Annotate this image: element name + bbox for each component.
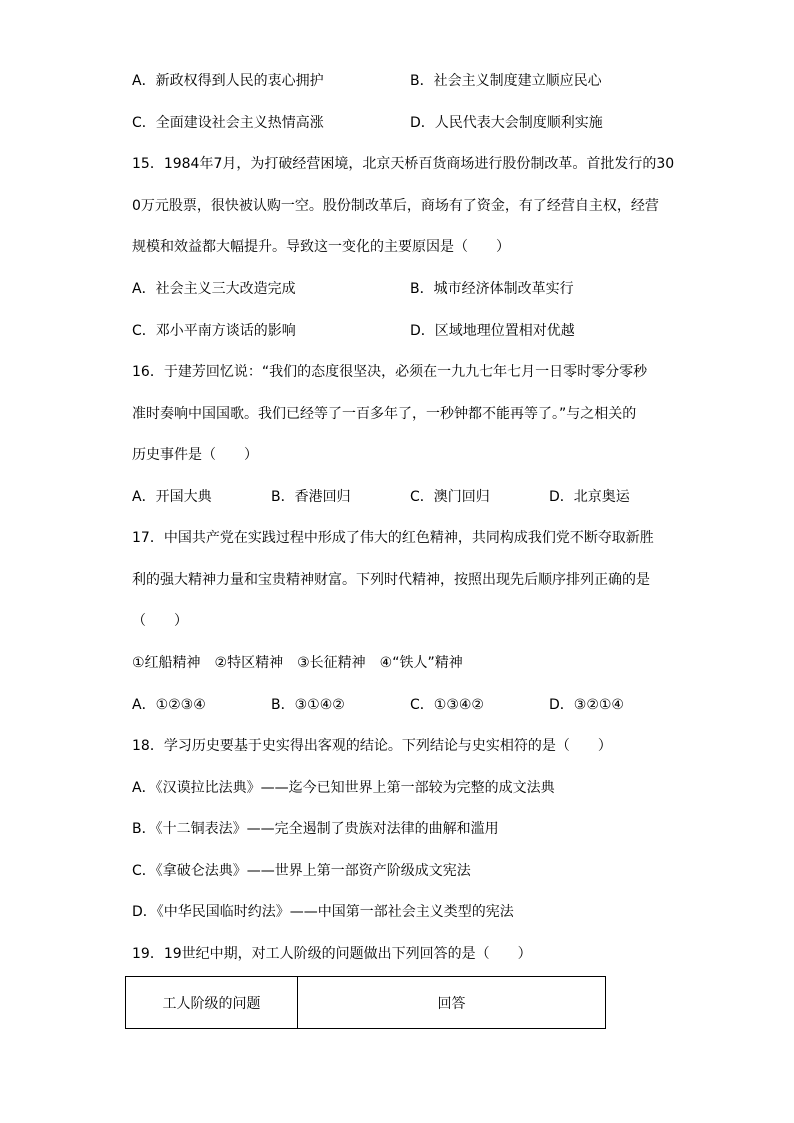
q16-option-a: A．开国大典 <box>132 489 212 505</box>
q14-option-a: A．新政权得到人民的衷心拥护 <box>132 73 324 89</box>
table-header-question: 工人阶级的问题 <box>126 977 298 1029</box>
q14-option-c: C．全面建设社会主义热情高涨 <box>132 115 324 131</box>
q15-stem-line: 规模和效益都大幅提升。导致这一变化的主要原因是（ ） <box>132 239 510 255</box>
q17-stem-line: 利的强大精神力量和宝贵精神财富。下列时代精神，按照出现先后顺序排列正确的是 <box>132 572 650 588</box>
q15-option-d: D．区域地理位置相对优越 <box>410 323 575 339</box>
q16-stem-line: 准时奏响中国国歌。我们已经等了一百多年了，一秒钟都不能再等了。”与之相关的 <box>132 406 637 422</box>
q17-option-a: A．①②③④ <box>132 697 206 713</box>
q18-option-b: B．《十二铜表法》——完全遏制了贵族对法律的曲解和滥用 <box>132 821 499 837</box>
q15-stem-line: 15．1984年7月，为打破经营困境，北京天桥百货商场进行股份制改革。首批发行的30 <box>132 156 675 172</box>
q15-option-b: B．城市经济体制改革实行 <box>410 281 574 297</box>
q14-option-d: D．人民代表大会制度顺利实施 <box>410 115 603 131</box>
q15-stem-line: 0万元股票，很快被认购一空。股份制改革后，商场有了资金，有了经营自主权，经营 <box>132 198 659 214</box>
q18-option-a: A．《汉谟拉比法典》——迄今已知世界上第一部较为完整的成文法典 <box>132 780 555 796</box>
table-header-answer: 回答 <box>298 977 606 1029</box>
q16-stem-line: 16．于建芳回忆说：“我们的态度很坚决，必须在一九九七年七月一日零时零分零秒 <box>132 364 648 380</box>
q18-stem: 18．学习历史要基于史实得出客观的结论。下列结论与史实相符的是（ ） <box>132 738 612 754</box>
q16-stem-line: 历史事件是（ ） <box>132 447 258 463</box>
q18-option-c: C．《拿破仑法典》——世界上第一部资产阶级成文宪法 <box>132 863 471 879</box>
q19-table <box>125 976 606 1029</box>
q16-option-b: B．香港回归 <box>271 489 351 505</box>
q17-option-d: D．③②①④ <box>549 697 624 713</box>
q17-stem-line: 17．中国共产党在实践过程中形成了伟大的红色精神，共同构成我们党不断夺取新胜 <box>132 530 654 546</box>
q15-option-a: A．社会主义三大改造完成 <box>132 281 296 297</box>
q18-option-d: D．《中华民国临时约法》——中国第一部社会主义类型的宪法 <box>132 904 514 920</box>
q17-stem-line: （ ） <box>132 613 188 629</box>
q17-option-c: C．①③④② <box>410 697 484 713</box>
table-row <box>126 977 606 1029</box>
q16-option-c: C．澳门回归 <box>410 489 490 505</box>
q17-items: ①红船精神 ②特区精神 ③长征精神 ④“铁人”精神 <box>132 655 463 671</box>
q17-option-b: B．③①④② <box>271 697 345 713</box>
q19-stem: 19．19世纪中期，对工人阶级的问题做出下列回答的是（ ） <box>132 946 532 962</box>
q15-option-c: C．邓小平南方谈话的影响 <box>132 323 296 339</box>
q14-option-b: B．社会主义制度建立顺应民心 <box>410 73 602 89</box>
q16-option-d: D．北京奥运 <box>549 489 630 505</box>
